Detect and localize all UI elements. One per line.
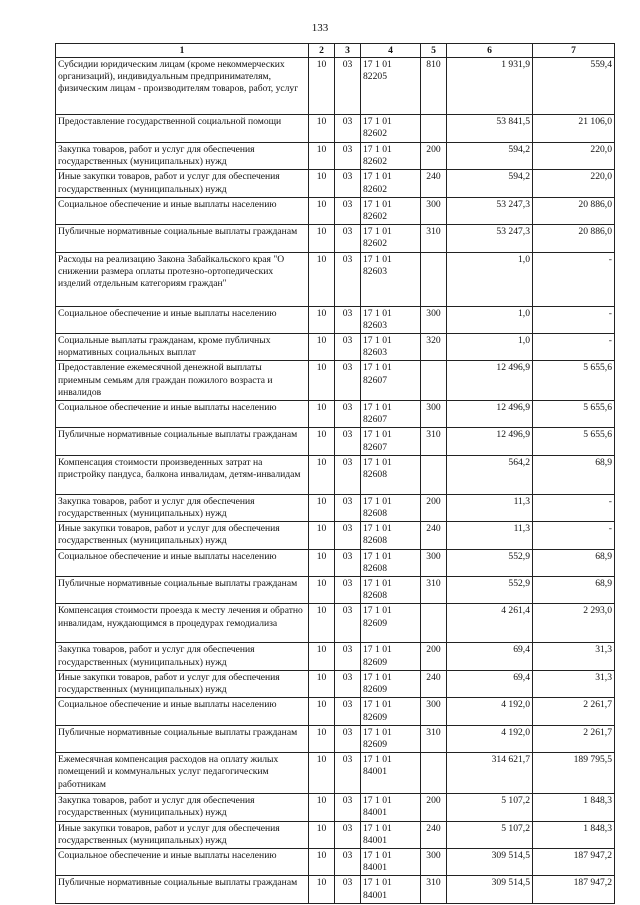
- row-name-cell: Закупка товаров, работ и услуг для обеспечения государственных (муниципальных) нужд: [56, 794, 309, 821]
- table-row: [56, 670, 615, 697]
- amount-cell-col6: 564,2: [447, 455, 533, 494]
- table-row: [56, 604, 615, 643]
- amount-cell-col6: 1,0: [447, 334, 533, 361]
- expense-type-cell: 200: [421, 143, 447, 170]
- expense-type-cell: [421, 252, 447, 306]
- table-row: [56, 455, 615, 494]
- expense-type-cell: 310: [421, 876, 447, 903]
- subsection-cell: 03: [335, 794, 361, 821]
- expense-type-cell: 810: [421, 58, 447, 115]
- section-cell: 10: [309, 306, 335, 333]
- target-article-cell: 17 1 01 82608: [361, 549, 421, 576]
- amount-cell-col7: -: [533, 494, 615, 521]
- amount-cell-col6: 12 496,9: [447, 401, 533, 428]
- row-name-cell: Субсидии юридическим лицам (кроме некоммерческих организаций), индивидуальным предпринимателям, физическим лицам - производителям товаров, работ, услуг: [56, 58, 309, 115]
- expense-type-cell: 240: [421, 170, 447, 197]
- amount-cell-col6: 552,9: [447, 577, 533, 604]
- amount-cell-col7: 5 655,6: [533, 361, 615, 401]
- amount-cell-col6: 594,2: [447, 143, 533, 170]
- subsection-cell: 03: [335, 848, 361, 875]
- row-name-cell: Социальное обеспечение и иные выплаты населению: [56, 848, 309, 875]
- amount-cell-col7: -: [533, 522, 615, 549]
- amount-cell-col7: 5 655,6: [533, 401, 615, 428]
- target-article-cell: 17 1 01 82608: [361, 522, 421, 549]
- table-row: [56, 753, 615, 794]
- subsection-cell: 03: [335, 821, 361, 848]
- row-name-cell: Иные закупки товаров, работ и услуг для обеспечения государственных (муниципальных) нужд: [56, 821, 309, 848]
- expense-type-cell: 300: [421, 197, 447, 224]
- subsection-cell: 03: [335, 753, 361, 794]
- expense-type-cell: [421, 455, 447, 494]
- target-article-cell: 17 1 01 84001: [361, 876, 421, 903]
- target-article-cell: 17 1 01 82603: [361, 252, 421, 306]
- amount-cell-col6: 69,4: [447, 670, 533, 697]
- table-row: [56, 225, 615, 252]
- amount-cell-col6: 309 514,5: [447, 848, 533, 875]
- target-article-cell: 17 1 01 82608: [361, 577, 421, 604]
- section-cell: 10: [309, 698, 335, 725]
- target-article-cell: 17 1 01 82607: [361, 401, 421, 428]
- subsection-cell: 03: [335, 455, 361, 494]
- target-article-cell: 17 1 01 82602: [361, 197, 421, 224]
- table-row: [56, 577, 615, 604]
- subsection-cell: 03: [335, 725, 361, 752]
- row-name-cell: Социальное обеспечение и иные выплаты населению: [56, 401, 309, 428]
- row-name-cell: Расходы на реализацию Закона Забайкальского края "О снижении размера оплаты протезно-ортопедических изделий отдельным категориям граждан": [56, 252, 309, 306]
- amount-cell-col6: 4 261,4: [447, 604, 533, 643]
- target-article-cell: 17 1 01 82603: [361, 306, 421, 333]
- section-cell: 10: [309, 848, 335, 875]
- amount-cell-col7: 68,9: [533, 455, 615, 494]
- expense-type-cell: 200: [421, 494, 447, 521]
- expense-type-cell: 200: [421, 643, 447, 670]
- expense-type-cell: [421, 753, 447, 794]
- subsection-cell: 03: [335, 334, 361, 361]
- expense-type-cell: 200: [421, 794, 447, 821]
- section-cell: 10: [309, 334, 335, 361]
- table-row: [56, 252, 615, 306]
- amount-cell-col7: 2 261,7: [533, 725, 615, 752]
- amount-cell-col6: 11,3: [447, 522, 533, 549]
- header-cell: 1: [56, 44, 309, 58]
- table-row: [56, 428, 615, 455]
- row-name-cell: Иные закупки товаров, работ и услуг для обеспечения государственных (муниципальных) нужд: [56, 670, 309, 697]
- row-name-cell: Социальное обеспечение и иные выплаты населению: [56, 197, 309, 224]
- target-article-cell: 17 1 01 82602: [361, 225, 421, 252]
- subsection-cell: 03: [335, 306, 361, 333]
- expense-type-cell: 310: [421, 428, 447, 455]
- table-row: [56, 170, 615, 197]
- row-name-cell: Компенсация стоимости проезда к месту лечения и обратно инвалидам, нуждающимся в процедурах гемодиализа: [56, 604, 309, 643]
- amount-cell-col7: 2 293,0: [533, 604, 615, 643]
- amount-cell-col7: 68,9: [533, 577, 615, 604]
- subsection-cell: 03: [335, 401, 361, 428]
- amount-cell-col7: 559,4: [533, 58, 615, 115]
- table-row: [56, 143, 615, 170]
- section-cell: 10: [309, 794, 335, 821]
- section-cell: 10: [309, 522, 335, 549]
- subsection-cell: 03: [335, 197, 361, 224]
- subsection-cell: 03: [335, 143, 361, 170]
- amount-cell-col6: 5 107,2: [447, 821, 533, 848]
- header-cell: 5: [421, 44, 447, 58]
- row-name-cell: Публичные нормативные социальные выплаты гражданам: [56, 428, 309, 455]
- row-name-cell: Социальные выплаты гражданам, кроме публичных нормативных социальных выплат: [56, 334, 309, 361]
- section-cell: 10: [309, 225, 335, 252]
- table-row: [56, 401, 615, 428]
- table-row: [56, 643, 615, 670]
- section-cell: 10: [309, 197, 335, 224]
- amount-cell-col6: 53 247,3: [447, 197, 533, 224]
- expense-type-cell: 240: [421, 670, 447, 697]
- subsection-cell: 03: [335, 643, 361, 670]
- subsection-cell: 03: [335, 698, 361, 725]
- section-cell: 10: [309, 428, 335, 455]
- table-row: [56, 522, 615, 549]
- expense-type-cell: 240: [421, 821, 447, 848]
- amount-cell-col7: 2 261,7: [533, 698, 615, 725]
- amount-cell-col7: 20 886,0: [533, 197, 615, 224]
- table-header-row: [56, 44, 615, 58]
- target-article-cell: 17 1 01 84001: [361, 753, 421, 794]
- amount-cell-col7: 1 848,3: [533, 794, 615, 821]
- amount-cell-col7: 20 886,0: [533, 225, 615, 252]
- amount-cell-col6: 594,2: [447, 170, 533, 197]
- table-row: [56, 821, 615, 848]
- row-name-cell: Публичные нормативные социальные выплаты гражданам: [56, 577, 309, 604]
- amount-cell-col6: 4 192,0: [447, 698, 533, 725]
- target-article-cell: 17 1 01 82608: [361, 494, 421, 521]
- amount-cell-col7: 31,3: [533, 670, 615, 697]
- target-article-cell: 17 1 01 82609: [361, 643, 421, 670]
- amount-cell-col6: 552,9: [447, 549, 533, 576]
- row-name-cell: Иные закупки товаров, работ и услуг для обеспечения государственных (муниципальных) нужд: [56, 522, 309, 549]
- amount-cell-col7: 21 106,0: [533, 115, 615, 143]
- subsection-cell: 03: [335, 361, 361, 401]
- amount-cell-col7: 68,9: [533, 549, 615, 576]
- amount-cell-col6: 53 841,5: [447, 115, 533, 143]
- amount-cell-col7: 1 848,3: [533, 821, 615, 848]
- table-row: [56, 115, 615, 143]
- target-article-cell: 17 1 01 82602: [361, 170, 421, 197]
- expense-type-cell: [421, 361, 447, 401]
- target-article-cell: 17 1 01 84001: [361, 848, 421, 875]
- section-cell: 10: [309, 821, 335, 848]
- section-cell: 10: [309, 252, 335, 306]
- page-number: 133: [311, 22, 329, 34]
- row-name-cell: Закупка товаров, работ и услуг для обеспечения государственных (муниципальных) нужд: [56, 494, 309, 521]
- section-cell: 10: [309, 604, 335, 643]
- section-cell: 10: [309, 577, 335, 604]
- section-cell: 10: [309, 170, 335, 197]
- target-article-cell: 17 1 01 82608: [361, 455, 421, 494]
- row-name-cell: Иные закупки товаров, работ и услуг для обеспечения государственных (муниципальных) нужд: [56, 170, 309, 197]
- section-cell: 10: [309, 670, 335, 697]
- table-row: [56, 725, 615, 752]
- expense-type-cell: 300: [421, 306, 447, 333]
- target-article-cell: 17 1 01 82607: [361, 361, 421, 401]
- row-name-cell: Публичные нормативные социальные выплаты гражданам: [56, 876, 309, 903]
- header-cell: 6: [447, 44, 533, 58]
- amount-cell-col6: 12 496,9: [447, 428, 533, 455]
- row-name-cell: Публичные нормативные социальные выплаты гражданам: [56, 725, 309, 752]
- row-name-cell: Социальное обеспечение и иные выплаты населению: [56, 306, 309, 333]
- amount-cell-col7: 220,0: [533, 170, 615, 197]
- section-cell: 10: [309, 494, 335, 521]
- amount-cell-col6: 69,4: [447, 643, 533, 670]
- subsection-cell: 03: [335, 225, 361, 252]
- table-row: [56, 549, 615, 576]
- table-row: [56, 494, 615, 521]
- amount-cell-col7: -: [533, 252, 615, 306]
- amount-cell-col6: 1,0: [447, 306, 533, 333]
- amount-cell-col7: 31,3: [533, 643, 615, 670]
- subsection-cell: 03: [335, 115, 361, 143]
- expense-type-cell: 310: [421, 577, 447, 604]
- target-article-cell: 17 1 01 84001: [361, 794, 421, 821]
- row-name-cell: Закупка товаров, работ и услуг для обеспечения государственных (муниципальных) нужд: [56, 143, 309, 170]
- row-name-cell: Социальное обеспечение и иные выплаты населению: [56, 549, 309, 576]
- table-row: [56, 698, 615, 725]
- expense-type-cell: 240: [421, 522, 447, 549]
- section-cell: 10: [309, 549, 335, 576]
- amount-cell-col6: 309 514,5: [447, 876, 533, 903]
- subsection-cell: 03: [335, 549, 361, 576]
- budget-table: [55, 43, 615, 904]
- section-cell: 10: [309, 725, 335, 752]
- table-row: [56, 361, 615, 401]
- subsection-cell: 03: [335, 577, 361, 604]
- amount-cell-col7: 220,0: [533, 143, 615, 170]
- subsection-cell: 03: [335, 170, 361, 197]
- target-article-cell: 17 1 01 82607: [361, 428, 421, 455]
- target-article-cell: 17 1 01 82205: [361, 58, 421, 115]
- target-article-cell: 17 1 01 82603: [361, 334, 421, 361]
- table-row: [56, 794, 615, 821]
- row-name-cell: Предоставление ежемесячной денежной выплаты приемным семьям для граждан пожилого возраста и инвалидов: [56, 361, 309, 401]
- subsection-cell: 03: [335, 670, 361, 697]
- row-name-cell: Закупка товаров, работ и услуг для обеспечения государственных (муниципальных) нужд: [56, 643, 309, 670]
- table-row: [56, 334, 615, 361]
- amount-cell-col7: 187 947,2: [533, 876, 615, 903]
- table-row: [56, 848, 615, 875]
- amount-cell-col6: 4 192,0: [447, 725, 533, 752]
- target-article-cell: 17 1 01 82609: [361, 604, 421, 643]
- expense-type-cell: 320: [421, 334, 447, 361]
- expense-type-cell: 300: [421, 698, 447, 725]
- target-article-cell: 17 1 01 82602: [361, 115, 421, 143]
- section-cell: 10: [309, 643, 335, 670]
- header-cell: 7: [533, 44, 615, 58]
- target-article-cell: 17 1 01 82609: [361, 670, 421, 697]
- section-cell: 10: [309, 115, 335, 143]
- amount-cell-col6: 1,0: [447, 252, 533, 306]
- subsection-cell: 03: [335, 522, 361, 549]
- expense-type-cell: 300: [421, 848, 447, 875]
- amount-cell-col6: 5 107,2: [447, 794, 533, 821]
- table-row: [56, 197, 615, 224]
- section-cell: 10: [309, 753, 335, 794]
- expense-type-cell: 310: [421, 225, 447, 252]
- row-name-cell: Социальное обеспечение и иные выплаты населению: [56, 698, 309, 725]
- subsection-cell: 03: [335, 876, 361, 903]
- header-cell: 4: [361, 44, 421, 58]
- section-cell: 10: [309, 876, 335, 903]
- amount-cell-col7: 189 795,5: [533, 753, 615, 794]
- amount-cell-col7: -: [533, 334, 615, 361]
- expense-type-cell: 300: [421, 401, 447, 428]
- table-row: [56, 306, 615, 333]
- amount-cell-col6: 12 496,9: [447, 361, 533, 401]
- expense-type-cell: 310: [421, 725, 447, 752]
- amount-cell-col7: 5 655,6: [533, 428, 615, 455]
- target-article-cell: 17 1 01 82609: [361, 725, 421, 752]
- target-article-cell: 17 1 01 82602: [361, 143, 421, 170]
- amount-cell-col7: 187 947,2: [533, 848, 615, 875]
- subsection-cell: 03: [335, 252, 361, 306]
- subsection-cell: 03: [335, 58, 361, 115]
- amount-cell-col7: -: [533, 306, 615, 333]
- amount-cell-col6: 1 931,9: [447, 58, 533, 115]
- subsection-cell: 03: [335, 494, 361, 521]
- row-name-cell: Компенсация стоимости произведенных затрат на пристройку пандуса, балкона инвалидам, детям-инвалидам: [56, 455, 309, 494]
- expense-type-cell: 300: [421, 549, 447, 576]
- target-article-cell: 17 1 01 82609: [361, 698, 421, 725]
- row-name-cell: Публичные нормативные социальные выплаты гражданам: [56, 225, 309, 252]
- amount-cell-col6: 314 621,7: [447, 753, 533, 794]
- section-cell: 10: [309, 58, 335, 115]
- row-name-cell: Предоставление государственной социальной помощи: [56, 115, 309, 143]
- target-article-cell: 17 1 01 84001: [361, 821, 421, 848]
- row-name-cell: Ежемесячная компенсация расходов на оплату жилых помещений и коммунальных услуг педагогическим работникам: [56, 753, 309, 794]
- table-row: [56, 58, 615, 115]
- expense-type-cell: [421, 115, 447, 143]
- section-cell: 10: [309, 455, 335, 494]
- amount-cell-col6: 11,3: [447, 494, 533, 521]
- section-cell: 10: [309, 361, 335, 401]
- expense-type-cell: [421, 604, 447, 643]
- section-cell: 10: [309, 143, 335, 170]
- header-cell: 3: [335, 44, 361, 58]
- section-cell: 10: [309, 401, 335, 428]
- header-cell: 2: [309, 44, 335, 58]
- subsection-cell: 03: [335, 604, 361, 643]
- amount-cell-col6: 53 247,3: [447, 225, 533, 252]
- table-row: [56, 876, 615, 903]
- subsection-cell: 03: [335, 428, 361, 455]
